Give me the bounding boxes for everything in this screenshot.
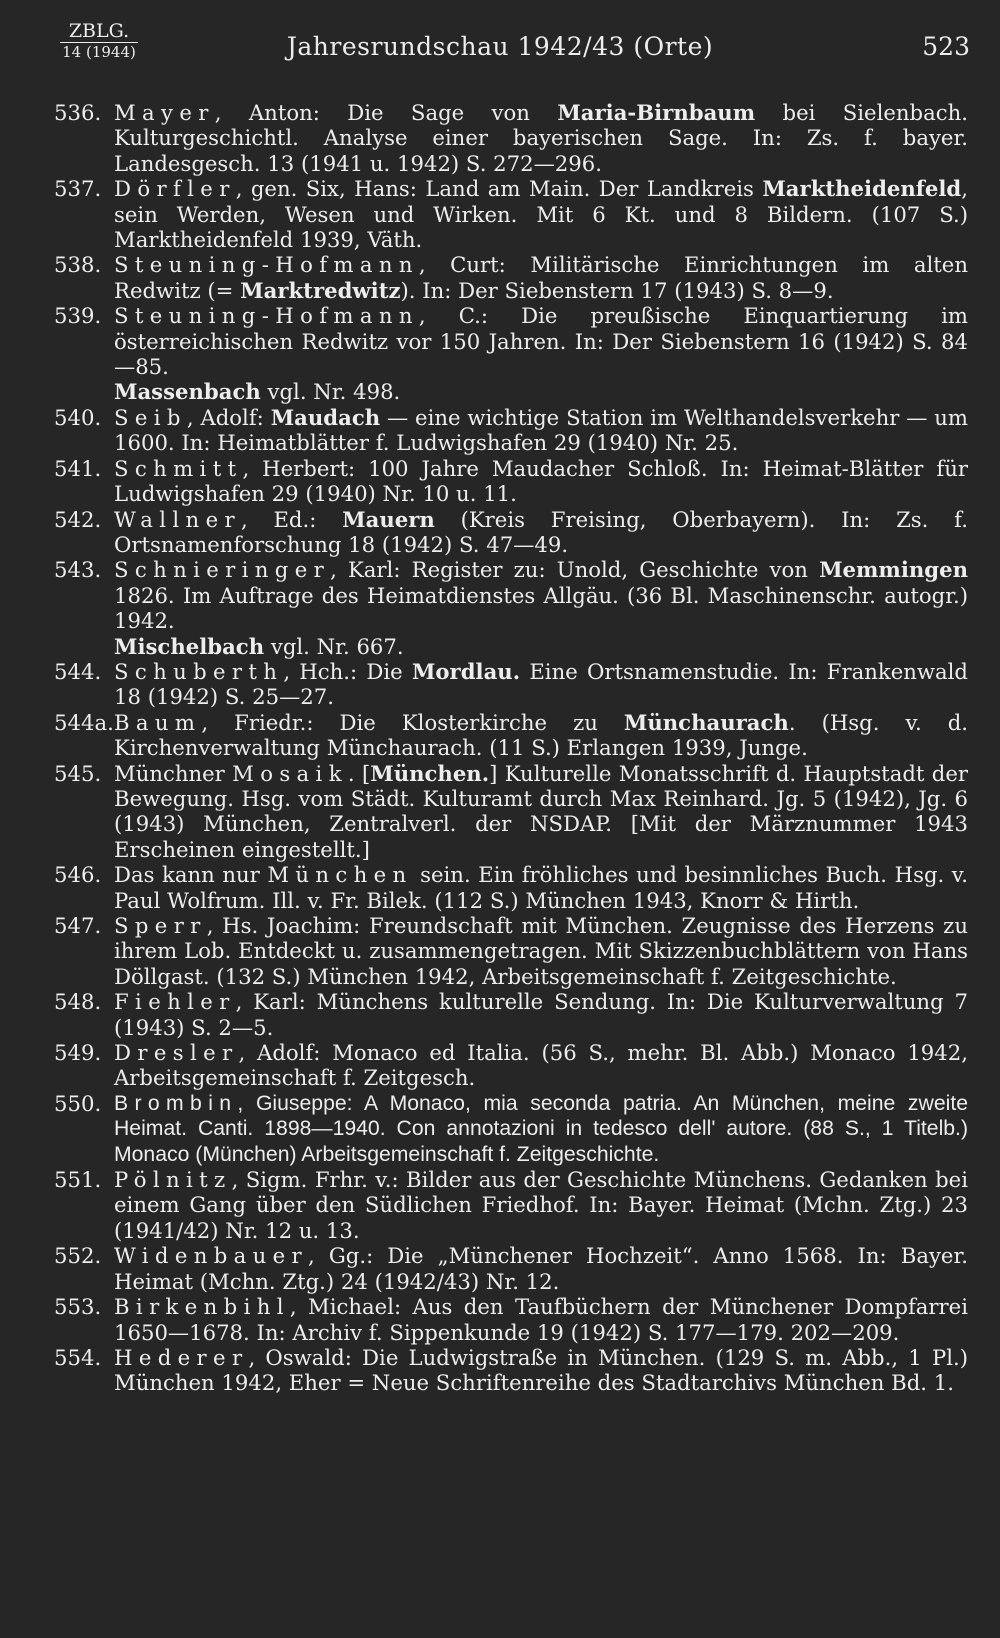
- bibliography-entry: [54, 1091, 968, 1167]
- entry-text: , Adolf:: [186, 404, 271, 430]
- entry-body: [114, 405, 968, 456]
- entry-text: . (Hsg. v. d. Kirchenverwaltung Münchaurach. (11 S.) Erlangen 1939, Junge.: [114, 709, 968, 761]
- entry-text: (Kreis Freising, Oberbayern). In: Zs. f. Ortsnamenforschung 18 (1942) S. 47—49.: [114, 506, 968, 557]
- entry-body: [114, 761, 968, 863]
- entry-body: [114, 557, 968, 633]
- entry-body: [114, 1040, 968, 1091]
- entry-number: 553.: [54, 1294, 102, 1320]
- entry-text: , Hch.: Die: [283, 658, 412, 684]
- author-name: Hederer: [114, 1344, 249, 1370]
- entry-number: 549.: [54, 1040, 102, 1066]
- entry-number: 550.: [54, 1090, 102, 1116]
- entry-number: 547.: [54, 913, 102, 938]
- cross-reference: [54, 634, 968, 659]
- author-name: Birkenbihl: [114, 1294, 290, 1320]
- journal-volume: 14 (1944): [62, 43, 136, 61]
- author-name: Schnieringer: [114, 557, 331, 583]
- bibliography-entry: [54, 100, 968, 176]
- entry-body: [114, 100, 968, 176]
- entry-text: , Hs. Joachim: Freundschaft mit München. Zeugnisse des Herzens zu ihrem Lob. Entdeckt u. zusammengetragen. Mit Skizzenbuchblättern von Hans Döllgast. (132 S.) München 1942, Arbeitsgemeinschaft f. Zeitgeschichte.: [114, 913, 968, 989]
- entry-body: [114, 1243, 968, 1294]
- entry-text: vgl. Nr. 667.: [264, 633, 404, 659]
- entry-text: , Curt: Militärische Einrichtungen im alten Redwitz (=: [114, 252, 968, 303]
- journal-abbr: ZBLG.: [60, 22, 138, 43]
- author-name: Mayer: [114, 100, 215, 125]
- entry-body: [114, 1345, 968, 1396]
- entry-text: , Herbert: 100 Jahre Maudacher Schloß. In: Heimat-Blätter für Ludwigshafen 29 (1940) Nr. 10 u. 11.: [114, 455, 968, 507]
- place-name: Massenbach: [114, 379, 261, 405]
- entry-body: [114, 1091, 968, 1167]
- entry-text: , Friedr.: Die Klosterkirche zu: [201, 709, 624, 735]
- place-name: Maria-Birnbaum: [557, 100, 756, 125]
- bibliography-entry: [54, 405, 968, 456]
- entry-number: 540.: [54, 404, 102, 430]
- bibliography-entry: [54, 303, 968, 379]
- entry-text: , Gg.: Die „Münchener Hochzeit“. Anno 1568. In: Bayer. Heimat (Mchn. Ztg.) 24 (1942/43) Nr. 12.: [114, 1243, 968, 1294]
- author-name: Wallner: [114, 506, 241, 532]
- entry-body: [114, 507, 968, 558]
- place-name: Mischelbach: [114, 633, 265, 659]
- bibliography-entry: [54, 710, 968, 761]
- entry-body: [114, 989, 968, 1040]
- entry-number: 538.: [54, 252, 102, 278]
- bibliography-entry: [54, 1345, 968, 1396]
- entry-number: 551.: [54, 1167, 102, 1193]
- running-title: Jahresrundschau 1942/43 (Orte): [286, 32, 714, 61]
- entry-text: , Anton: Die Sage von: [214, 100, 558, 125]
- place-name: München.: [370, 760, 490, 786]
- entry-body: [114, 1294, 968, 1345]
- author-name: Sperr: [114, 913, 207, 938]
- entry-text: . [: [347, 760, 371, 786]
- bibliography-entry: [54, 1243, 968, 1294]
- bibliography-list: [54, 100, 968, 1396]
- entry-text: , Ed.:: [240, 506, 343, 532]
- entry-text: , C.: Die preußische Einquartierung im österreichischen Redwitz vor 150 Jahren. In: Der Siebenstern 16 (1942) S. 84—85.: [114, 303, 968, 380]
- entry-number: 537.: [54, 176, 102, 202]
- entry-number: 545.: [54, 760, 102, 786]
- entry-body: [114, 862, 968, 913]
- author-name: Schuberth: [114, 658, 284, 684]
- entry-text: , Adolf: Monaco ed Italia. (56 S., mehr. Bl. Abb.) Monaco 1942, Arbeitsgemeinschaft f. Zeitgesch.: [114, 1040, 968, 1091]
- entry-number: 543.: [54, 557, 102, 583]
- author-name: Pölnitz: [114, 1167, 232, 1193]
- place-name: Mordlau.: [411, 658, 521, 684]
- bibliography-entry: [54, 1040, 968, 1091]
- place-name: Mauern: [342, 506, 435, 532]
- bibliography-entry: [54, 456, 968, 507]
- entry-number: 546.: [54, 862, 102, 888]
- entry-text: vgl. Nr. 498.: [260, 379, 401, 405]
- author-name: Mosaik: [232, 760, 348, 786]
- place-name: Marktredwitz: [240, 277, 401, 303]
- bibliography-entry: [54, 989, 968, 1040]
- author-name: Widenbauer: [114, 1243, 309, 1269]
- author-name: Fiehler: [114, 989, 236, 1015]
- entry-text: , gen. Six, Hans: Land am Main. Der Landkreis: [235, 176, 763, 202]
- place-name: Maudach: [270, 404, 381, 430]
- author-name: Brombin: [114, 1091, 238, 1115]
- bibliography-entry: [54, 1167, 968, 1243]
- cross-reference: [54, 379, 968, 404]
- bibliography-entry: [54, 176, 968, 252]
- entry-number: 544a.: [54, 709, 114, 735]
- author-name: Steuning-Hofmann: [114, 303, 419, 329]
- entry-text: , Sigm. Frhr. v.: Bilder aus der Geschichte Münchens. Gedanken bei einem Gang über den Südlichen Friedhof. In: Bayer. Heimat (Mchn. Ztg.) 23 (1941/42) Nr. 12 u. 13.: [114, 1167, 968, 1243]
- entry-text: sein. Ein fröhliches und besinnliches Buch. Hsg. v. Paul Wolfrum. Ill. v. Fr. Bilek. (112 S.) München 1943, Knorr & Hirth.: [114, 862, 968, 913]
- entry-body: [114, 913, 968, 989]
- bibliography-entry: [54, 659, 968, 710]
- entry-number: 544.: [54, 658, 102, 684]
- place-name: Marktheidenfeld: [762, 176, 962, 202]
- author-name: Schmitt: [114, 455, 243, 481]
- bibliography-entry: [54, 761, 968, 863]
- entry-text: , Oswald: Die Ludwigstraße in München. (129 S. m. Abb., 1 Pl.) München 1942, Eher = Neue Schriftenreihe des Stadtarchivs München Bd. 1.: [114, 1344, 968, 1396]
- author-name: Baum: [114, 709, 202, 735]
- entry-number: 548.: [54, 989, 102, 1015]
- place-name: Memmingen: [819, 557, 968, 583]
- author-name: Dresler: [114, 1040, 239, 1066]
- entry-text: bei Sielenbach. Kulturgeschichtl. Analyse einer bayerischen Sage. In: Zs. f. bayer. Landesgesch. 13 (1941 u. 1942) S. 272—296.: [114, 100, 968, 176]
- bibliography-entry: [54, 1294, 968, 1345]
- bibliography-entry: [54, 557, 968, 633]
- entry-number: 536.: [54, 100, 102, 125]
- author-name: München: [267, 862, 413, 888]
- entry-number: 552.: [54, 1243, 102, 1269]
- entry-body: [114, 1167, 968, 1243]
- entry-text: 1826. Im Auftrage des Heimatdienstes Allgäu. (36 Bl. Maschinenschr. autogr.) 1942.: [114, 582, 968, 634]
- entry-text: ). In: Der Siebenstern 17 (1943) S. 8—9.: [400, 277, 834, 303]
- entry-number: 554.: [54, 1344, 102, 1370]
- entry-text: Münchner: [114, 760, 233, 786]
- entry-body: [114, 456, 968, 507]
- entry-text: , Michael: Aus den Taufbüchern der Münchener Dompfarrei 1650—1678. In: Archiv f. Sippenkunde 19 (1942) S. 177—179. 202—209.: [114, 1294, 968, 1345]
- entry-body: [114, 303, 968, 379]
- entry-text: , Karl: Register zu: Unold, Geschichte von: [330, 557, 820, 583]
- author-name: Dörfler: [114, 176, 236, 202]
- place-name: Münchaurach: [623, 709, 789, 735]
- entry-text: ] Kulturelle Monatsschrift d. Hauptstadt der Bewegung. Hsg. vom Städt. Kulturamt durch Max Reinhard. Jg. 5 (1942), Jg. 6 (1943) München, Zentralverl. der NSDAP. [Mit der Märznummer 1943 Erscheinen eingestellt.]: [114, 760, 968, 862]
- bibliography-entry: [54, 913, 968, 989]
- entry-text: , Giuseppe: A Monaco, mia seconda patria. An München, meine zweite Heimat. Canti. 1898—1940. Con annotazioni in tedesco dell' autore. (88 S., 1 Titelb.) Monaco (München) Arbeitsgemeinschaft f. Zeitgeschichte.: [114, 1091, 968, 1166]
- page-number: 523: [922, 32, 970, 61]
- entry-text: , sein Werden, Wesen und Wirken. Mit 6 Kt. und 8 Bildern. (107 S.) Marktheidenfeld 1939, Väth.: [114, 176, 968, 253]
- author-name: Seib: [114, 404, 187, 430]
- entry-text: , Karl: Münchens kulturelle Sendung. In: Die Kulturverwaltung 7 (1943) S. 2—5.: [114, 989, 968, 1040]
- entry-body: [114, 710, 968, 761]
- entry-body: [114, 659, 968, 710]
- bibliography-entry: [54, 862, 968, 913]
- entry-text: — eine wichtige Station im Welthandelsverkehr — um 1600. In: Heimatblätter f. Ludwigshafen 29 (1940) Nr. 25.: [114, 404, 968, 456]
- bibliography-entry: [54, 507, 968, 558]
- entry-text: Eine Ortsnamenstudie. In: Frankenwald 18 (1942) S. 25—27.: [114, 658, 968, 710]
- entry-body: [114, 176, 968, 252]
- entry-text: Das kann nur: [114, 862, 268, 888]
- entry-body: [114, 252, 968, 303]
- bibliography-entry: [54, 252, 968, 303]
- author-name: Steuning-Hofmann: [114, 252, 419, 278]
- entry-number: 541.: [54, 455, 102, 481]
- entry-number: 542.: [54, 506, 102, 532]
- entry-number: 539.: [54, 303, 102, 329]
